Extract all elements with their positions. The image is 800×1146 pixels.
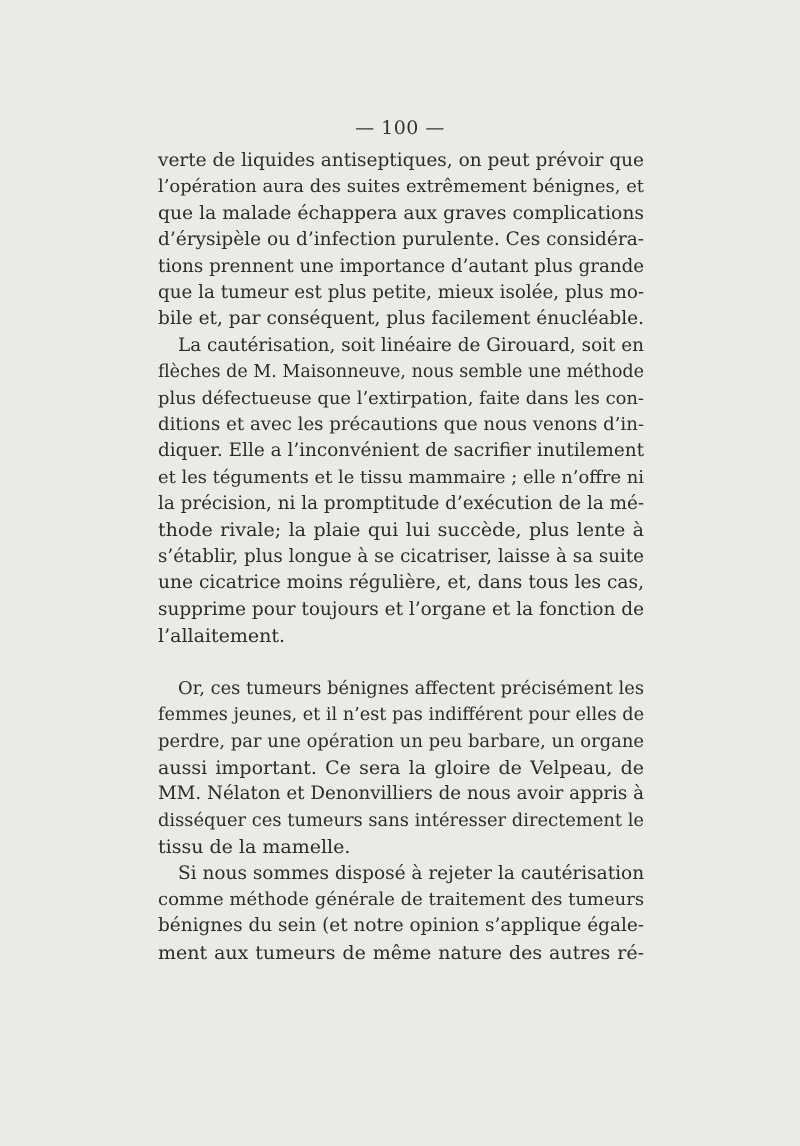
paragraph-3	[158, 676, 644, 861]
text-line: que la malade échappera aux graves complications	[158, 202, 644, 224]
text-line: Si nous sommes disposé à rejeter la cautérisation	[178, 862, 645, 884]
text-line: l’opération aura des suites extrêmement bénignes, et	[158, 176, 644, 198]
text-line: thode rivale; la plaie qui lui succède, plus lente à	[158, 519, 644, 542]
text-line: La cautérisation, soit linéaire de Girouard, soit en	[178, 334, 644, 356]
text-line	[158, 649, 644, 675]
text-line: ditions et avec les précautions que nous venons d’in-	[158, 413, 644, 435]
text-line: bénignes du sein (et notre opinion s’applique égale-	[158, 915, 644, 937]
text-line: flèches de M. Maisonneuve, nous semble une méthode	[158, 362, 644, 383]
text-line: d’érysipèle ou d’infection purulente. Ces considéra-	[158, 229, 644, 251]
text-line: verte de liquides antiseptiques, on peut prévoir que	[158, 150, 644, 171]
paragraph-2	[158, 333, 644, 676]
text-line: disséquer ces tumeurs sans intéresser directement le	[158, 809, 644, 831]
text-line: femmes jeunes, et il n’est pas indifférent pour elles de	[158, 705, 644, 726]
text-line: une cicatrice moins régulière, et, dans tous les cas,	[158, 572, 644, 594]
text-line: diquer. Elle a l’inconvénient de sacrifier inutilement	[158, 440, 644, 462]
text-line: perdre, par une opération un peu barbare, un organe	[158, 730, 644, 752]
text-line: ment aux tumeurs de même nature des autres ré-	[158, 941, 644, 964]
paragraph-4	[158, 861, 644, 967]
paragraph-1	[158, 148, 644, 333]
text-line: bile et, par conséquent, plus facilement énucléable.	[158, 308, 644, 330]
body-text	[158, 148, 644, 966]
text-line: tions prennent une importance d’autant plus grande	[158, 255, 645, 277]
text-line: aussi important. Ce sera la gloire de Velpeau, de	[158, 756, 644, 779]
text-line: s’établir, plus longue à se cicatriser, laisse à sa suite	[158, 545, 644, 567]
text-line: Or, ces tumeurs bénignes affectent précisément les	[178, 677, 644, 699]
text-line: la précision, ni la promptitude d’exécution de la mé-	[158, 493, 644, 515]
text-line: comme méthode générale de traitement des tumeurs	[158, 888, 645, 910]
text-line: tissu de la mamelle.	[158, 836, 351, 859]
text-line: MM. Nélaton et Denonvilliers de nous avoir appris à	[158, 783, 644, 805]
text-line: et les téguments et le tissu mammaire ; elle n’offre ni	[158, 466, 644, 488]
page-number: — 100 —	[355, 117, 445, 139]
text-line: plus défectueuse que l’extirpation, faite dans les con-	[158, 387, 644, 409]
text-line: supprime pour toujours et l’organe et la fonction de	[158, 598, 644, 620]
text-line: que la tumeur est plus petite, mieux isolée, plus mo-	[158, 281, 644, 303]
text-line: l’allaitement.	[158, 625, 286, 648]
